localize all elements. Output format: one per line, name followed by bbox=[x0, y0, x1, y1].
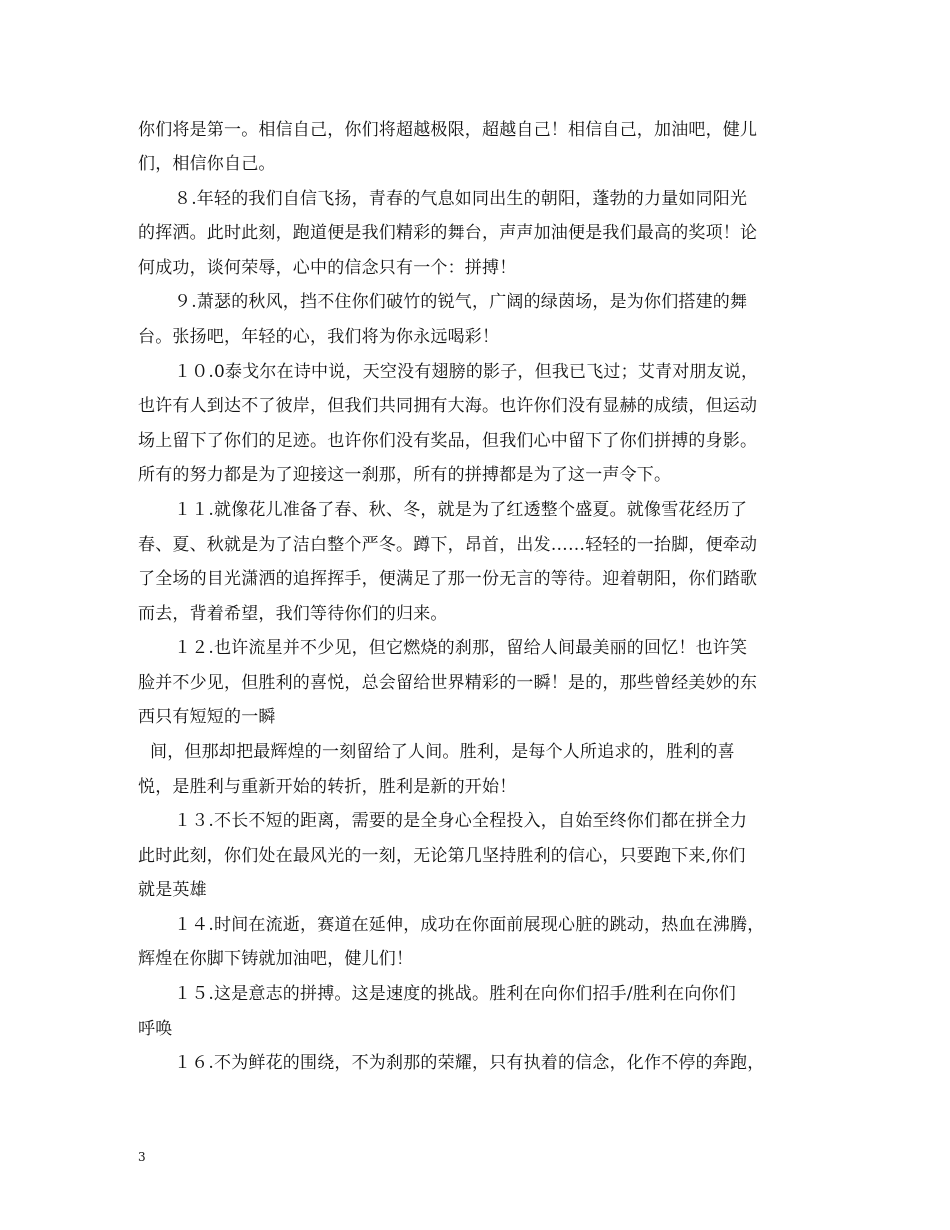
text-line: 间，但那却把最辉煌的一刻留给了人间。胜利，是每个人所追求的，胜利的喜 bbox=[150, 742, 735, 762]
text-line: 们，相信你自己。 bbox=[138, 154, 276, 174]
text-line: 悦，是胜利与重新开始的转折，胜利是新的开始！ bbox=[138, 777, 517, 797]
text-line: 何成功，谈何荣辱，心中的信念只有一个：拼搏！ bbox=[138, 258, 517, 278]
text-line: 场上留下了你们的足迹。也许你们没有奖品，但我们心中留下了你们拼搏的身影。 bbox=[138, 431, 758, 451]
text-line: 所有的努力都是为了迎接这一刹那，所有的拼搏都是为了这一声令下。 bbox=[138, 465, 672, 485]
text-line: ８.年轻的我们自信飞扬，青春的气息如同出生的朝阳，蓬勃的力量如同阳光 bbox=[174, 189, 748, 209]
text-line: １２.也许流星并不少见，但它燃烧的刹那，留给人间最美丽的回忆！也许笑 bbox=[174, 638, 748, 658]
text-line: １１.就像花儿准备了春、秋、冬，就是为了红透整个盛夏。就像雪花经历了 bbox=[174, 500, 748, 520]
text-line: 呼唤 bbox=[138, 1019, 173, 1039]
text-line: １４.时间在流逝，赛道在延伸，成功在你面前展现心脏的跳动，热血在沸腾， bbox=[174, 915, 765, 935]
text-line: 台。张扬吧，年轻的心，我们将为你永远喝彩！ bbox=[138, 327, 500, 347]
text-line: 脸并不少见，但胜利的喜悦，总会留给世界精彩的一瞬！是的，那些曾经美妙的东 bbox=[138, 673, 758, 693]
text-line: 就是英雄 bbox=[138, 880, 207, 900]
page-number: 3 bbox=[138, 1150, 146, 1164]
text-line: １０.0泰戈尔在诗中说，天空没有翅膀的影子，但我已飞过；艾青对朋友说， bbox=[174, 362, 759, 382]
text-line: 西只有短短的一瞬 bbox=[138, 707, 276, 727]
text-line: 了全场的目光潇洒的追挥挥手，便满足了那一份无言的等待。迎着朝阳，你们踏歌 bbox=[138, 569, 758, 589]
text-line: 此时此刻，你们处在最风光的一刻，无论第几坚持胜利的信心，只要跑下来,你们 bbox=[138, 846, 746, 866]
text-line: 的挥洒。此时此刻，跑道便是我们精彩的舞台，声声加油便是我们最高的奖项！论 bbox=[138, 223, 758, 243]
text-line: １５.这是意志的拼搏。这是速度的挑战。胜利在向你们招手/胜利在向你们 bbox=[174, 984, 736, 1004]
text-line: １６.不为鲜花的围绕，不为刹那的荣耀，只有执着的信念，化作不停的奔跑， bbox=[174, 1053, 765, 1073]
text-line: 也许有人到达不了彼岸，但我们共同拥有大海。也许你们没有显赫的成绩，但运动 bbox=[138, 396, 758, 416]
text-line: 春、夏、秋就是为了洁白整个严冬。蹲下，昂首，出发……轻轻的一抬脚，便牵动 bbox=[138, 535, 758, 555]
text-line: １３.不长不短的距离，需要的是全身心全程投入，自始至终你们都在拼全力 bbox=[174, 811, 748, 831]
text-line: 你们将是第一。相信自己，你们将超越极限，超越自己！相信自己，加油吧，健儿 bbox=[138, 120, 758, 140]
text-line: 而去，背着希望，我们等待你们的归来。 bbox=[138, 604, 448, 624]
text-line: 辉煌在你脚下铸就加油吧，健儿们！ bbox=[138, 949, 414, 969]
text-line: ９.萧瑟的秋风，挡不住你们破竹的锐气，广阔的绿茵场，是为你们搭建的舞 bbox=[174, 292, 748, 312]
